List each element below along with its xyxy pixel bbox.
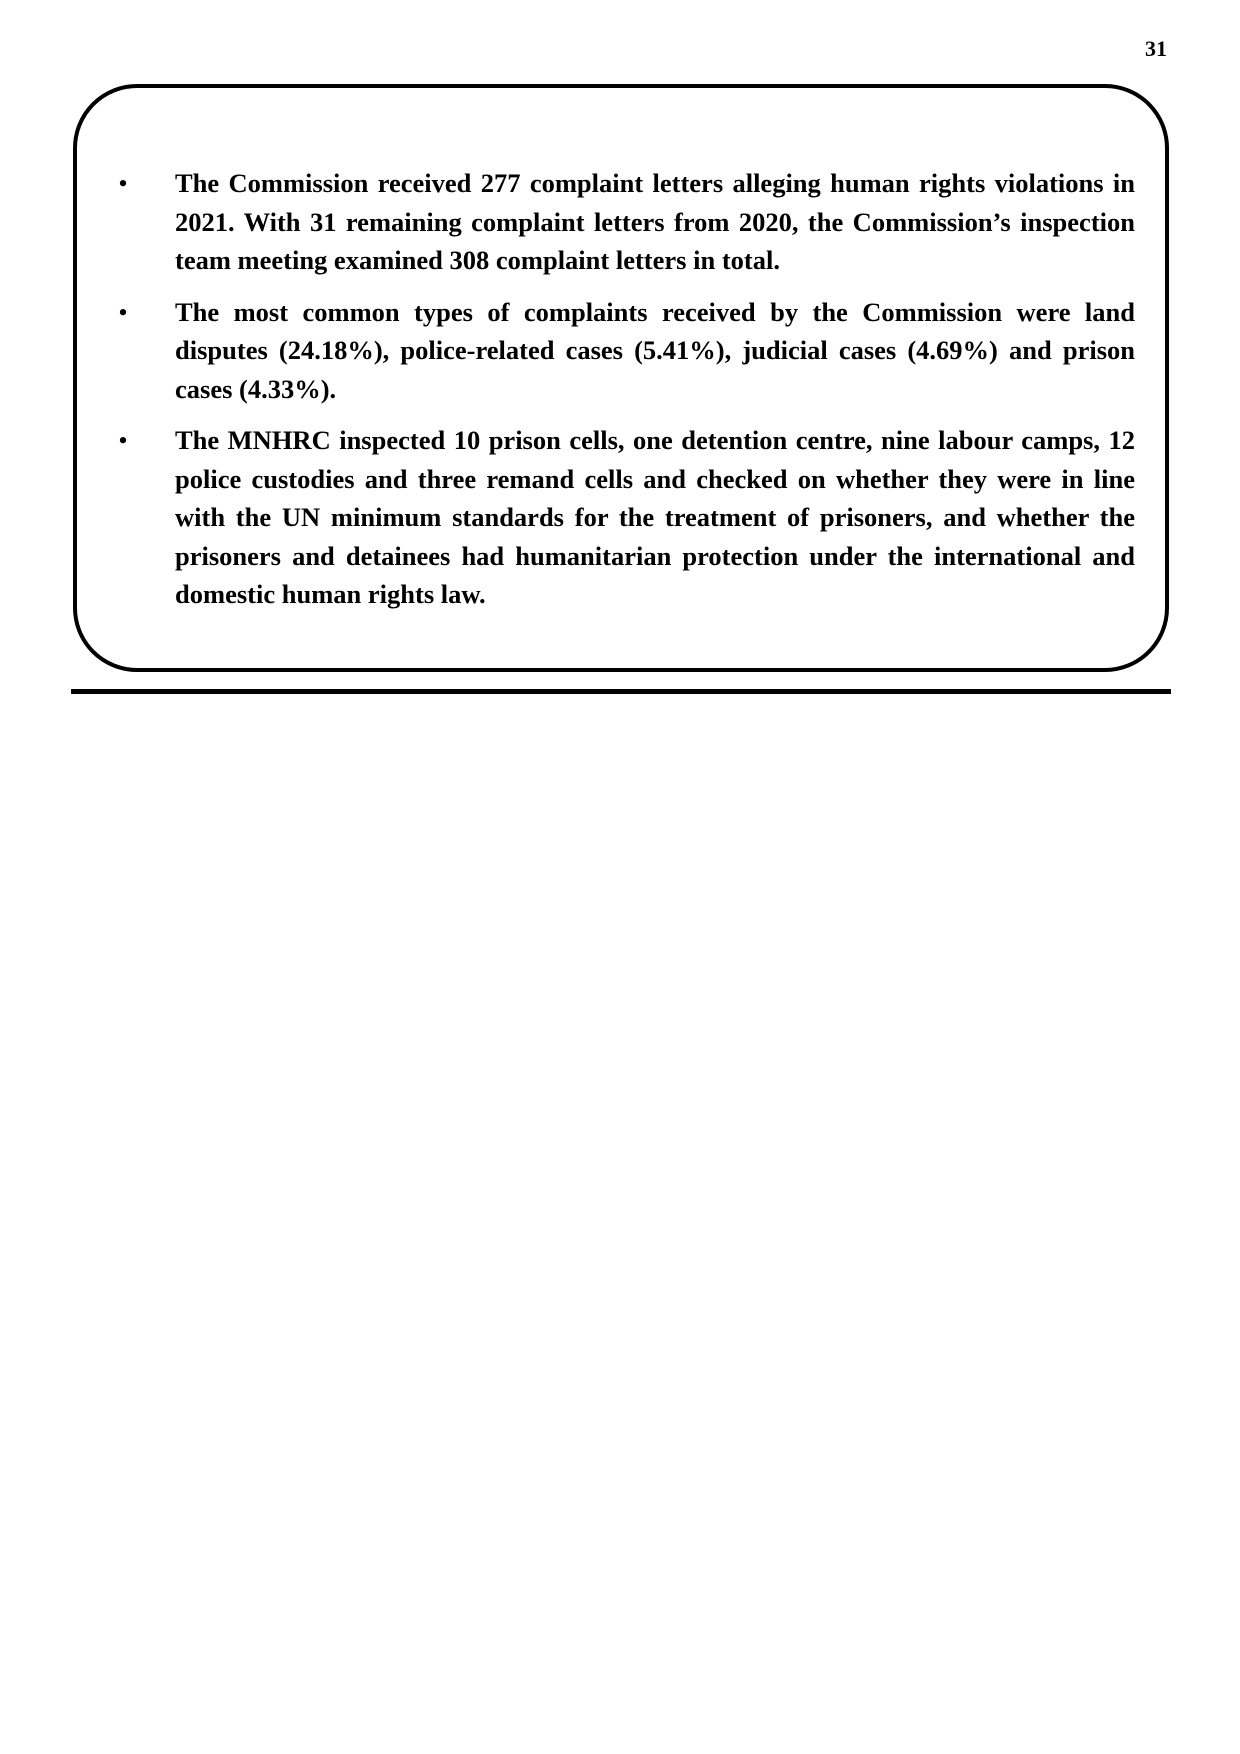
bullet-icon: • — [118, 168, 128, 198]
list-item — [109, 164, 1135, 280]
bullet-text: The Commission received 277 complaint letters alleging human rights violations in 2021. With 31 remaining complaint letters from 2020, the Commission’s inspection team meeting examined 308 complaint letters in total. — [175, 168, 1135, 275]
page-number: 31 — [1145, 36, 1167, 61]
bullet-icon: • — [118, 296, 128, 327]
summary-box — [73, 84, 1169, 672]
bullet-icon: • — [118, 425, 128, 455]
list-item — [109, 421, 1135, 614]
section-divider — [71, 689, 1171, 694]
bullet-text: The most common types of complaints received by the Commission were land disputes (24.18%), police-related cases (5.41%), judicial cases (4.69%) and prison cases (4.33%). — [175, 296, 1135, 404]
summary-bullet-list — [109, 164, 1135, 627]
bullet-text: The MNHRC inspected 10 prison cells, one detention centre, nine labour camps, 12 police custodies and three remand cells and checked on whether they were in line with the UN minimum standards for the treatment of prisoners, and whether the prisoners and detainees had humanitarian protection under the international and domestic human rights law. — [175, 425, 1135, 609]
list-item — [109, 293, 1135, 409]
